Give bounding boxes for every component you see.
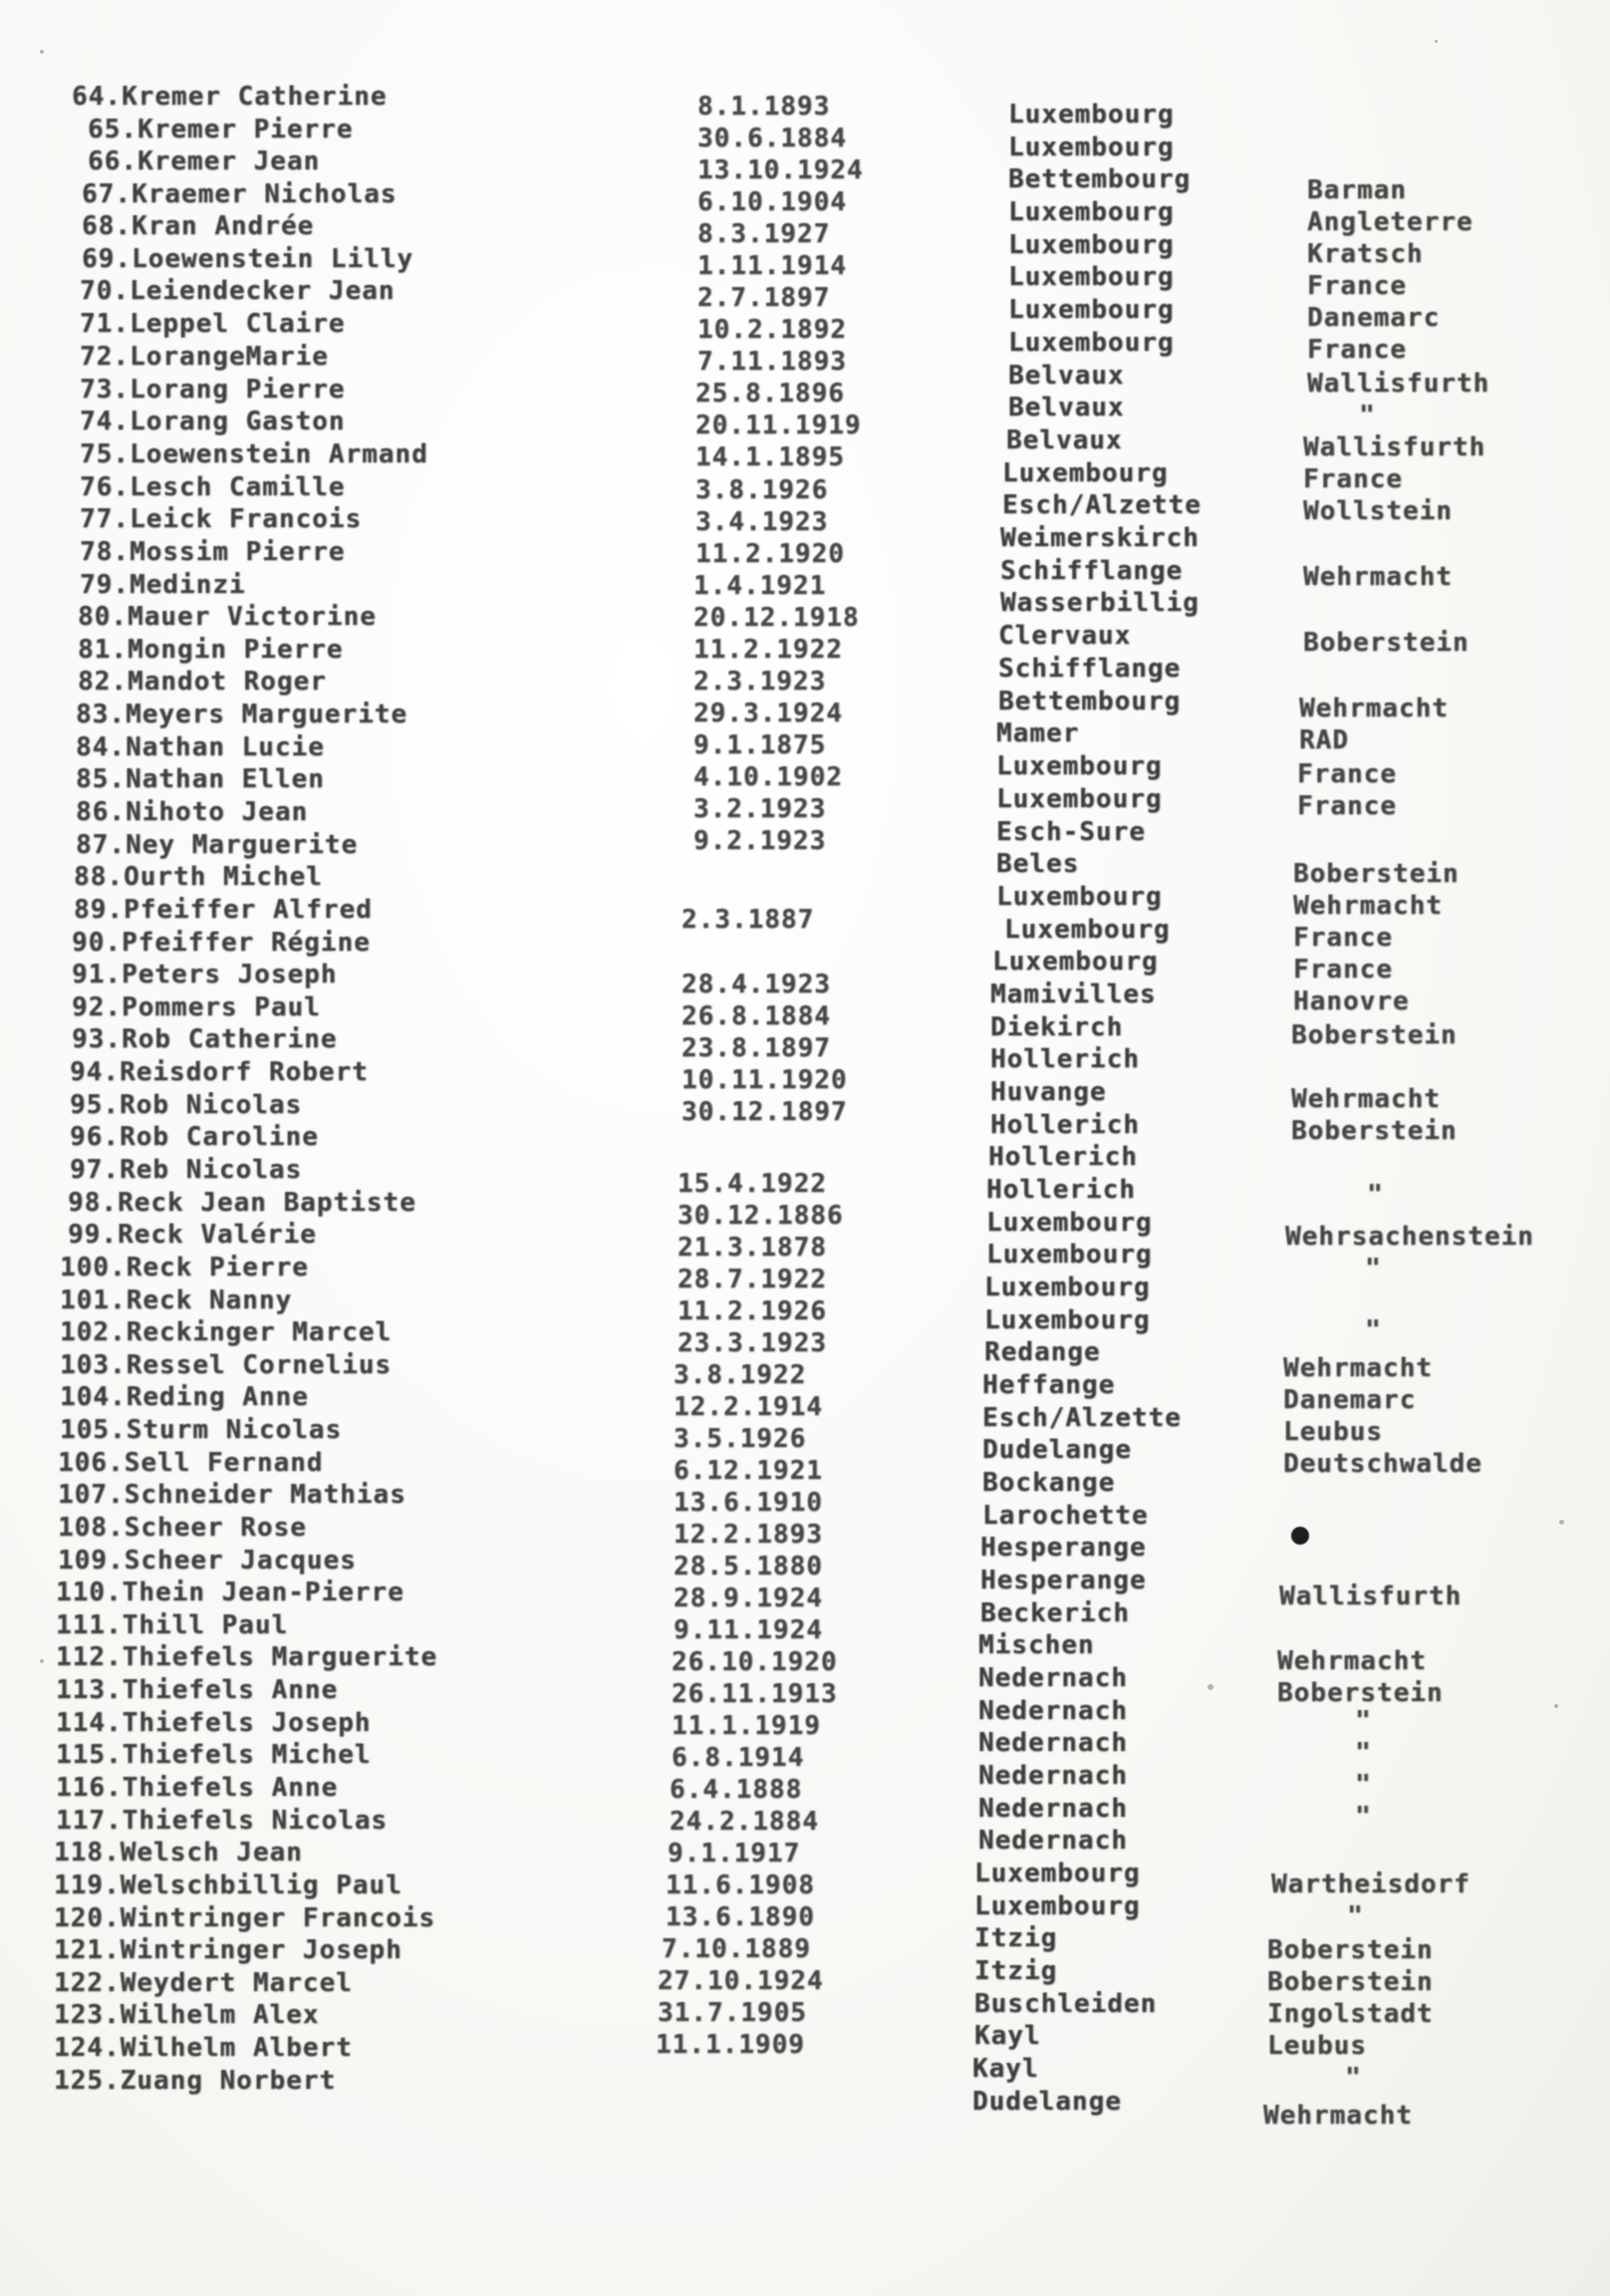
name-entry: 82.Mandot Roger — [78, 667, 327, 697]
birth-date: 7.11.1893 — [697, 347, 847, 377]
name-entry: 121.Wintringer Joseph — [54, 1935, 402, 1965]
birth-date: 6.10.1904 — [697, 187, 847, 217]
birthplace: Kayl — [972, 2054, 1039, 2084]
birth-date: 28.4.1923 — [681, 970, 831, 1000]
birthplace: Luxembourg — [1008, 100, 1175, 130]
birthplace: Nedernach — [978, 1826, 1128, 1856]
birthplace: Clervaux — [998, 621, 1132, 651]
birthplace: Weimerskirch — [1000, 523, 1200, 553]
birth-date: 14.1.1895 — [695, 442, 845, 472]
paper-speck — [1554, 1704, 1558, 1708]
birthplace: Luxembourg — [996, 751, 1163, 781]
name-entry: 92.Pommers Paul — [72, 993, 321, 1022]
birthplace: Nedernach — [978, 1696, 1128, 1726]
name-entry: 110.Thein Jean-Pierre — [56, 1578, 404, 1607]
birthplace: Bettembourg — [1008, 164, 1192, 194]
birth-date: 13.6.1890 — [666, 1902, 815, 1932]
destination: Boberstein — [1293, 859, 1460, 889]
name-entry: 67.Kraemer Nicholas — [82, 179, 398, 209]
name-entry: 108.Scheer Rose — [58, 1513, 307, 1543]
name-entry: 77.Leick Francois — [80, 504, 363, 534]
name-entry: 112.Thiefels Marguerite — [56, 1642, 438, 1672]
birth-date: 8.1.1893 — [697, 92, 831, 122]
name-entry: 104.Reding Anne — [60, 1382, 309, 1412]
birthplace: Bockange — [982, 1468, 1116, 1498]
name-entry: 74.Lorang Gaston — [80, 407, 346, 436]
destination: Wartheisdorf — [1271, 1869, 1471, 1899]
name-entry: 99.Reck Valérie — [68, 1220, 317, 1250]
birth-date: 8.3.1927 — [697, 219, 831, 249]
birth-date: 11.2.1922 — [693, 635, 843, 665]
destination: France — [1297, 759, 1397, 789]
birth-date: 15.4.1922 — [677, 1169, 827, 1199]
birthplace: Mamivilles — [990, 980, 1157, 1009]
name-entry: 122.Weydert Marcel — [54, 1968, 353, 1998]
name-entry: 119.Welschbillig Paul — [54, 1870, 402, 1900]
birthplace: Luxembourg — [1004, 915, 1171, 945]
destination: Wallisfurth — [1307, 369, 1490, 399]
birth-date: 13.10.1924 — [697, 155, 864, 185]
name-entry: 118.Welsch Jean — [54, 1838, 303, 1867]
birth-date: 28.7.1922 — [677, 1265, 827, 1294]
birth-date: 30.12.1897 — [681, 1097, 848, 1127]
birth-date: 23.3.1923 — [677, 1328, 827, 1358]
birth-date: 21.3.1878 — [677, 1233, 827, 1263]
birth-date: 13.6.1910 — [673, 1488, 823, 1518]
destination: " — [1355, 1738, 1372, 1768]
name-entry: 69.Loewenstein Lilly — [82, 244, 414, 274]
name-entry: 89.Pfeiffer Alfred — [74, 895, 373, 925]
birth-date: 25.8.1896 — [695, 379, 845, 409]
birthplace: Diekirch — [990, 1012, 1124, 1042]
destination: " — [1347, 1901, 1364, 1931]
birthplace: Wasserbillig — [1000, 588, 1200, 618]
birth-date: 12.2.1893 — [673, 1520, 823, 1550]
name-entry: 114.Thiefels Joseph — [56, 1708, 372, 1738]
birth-date: 2.3.1923 — [693, 667, 827, 697]
birthplace: Luxembourg — [1008, 262, 1175, 292]
name-entry: 78.Mossim Pierre — [80, 537, 346, 567]
birthplace: Hollerich — [986, 1175, 1136, 1205]
birth-date: 7.10.1889 — [662, 1934, 811, 1964]
name-entry: 75.Loewenstein Armand — [80, 439, 428, 469]
birth-date: 24.2.1884 — [670, 1807, 819, 1837]
name-entry: 124.Wilhelm Albert — [54, 2033, 353, 2063]
birthplace: Itzig — [974, 1956, 1058, 1986]
birthplace: Esch-Sure — [996, 817, 1146, 847]
destination: Boberstein — [1291, 1020, 1458, 1050]
name-entry: 95.Rob Nicolas — [70, 1090, 303, 1120]
birthplace: Luxembourg — [1002, 458, 1169, 488]
name-entry: 105.Sturm Nicolas — [60, 1415, 343, 1445]
birthplace: Dudelange — [972, 2087, 1122, 2117]
name-entry: 79.Medinzi — [80, 570, 246, 600]
name-entry: 84.Nathan Lucie — [76, 732, 325, 762]
birthplace: Schifflange — [998, 654, 1182, 684]
destination: Angleterre — [1307, 207, 1474, 237]
paper-speck — [1435, 40, 1438, 43]
name-entry: 125.Zuang Norbert — [54, 2066, 337, 2096]
name-entry: 64.Kremer Catherine — [72, 82, 388, 112]
name-entry: 72.LorangeMarie — [80, 342, 329, 372]
destination: France — [1293, 955, 1393, 985]
name-entry: 115.Thiefels Michel — [56, 1740, 372, 1770]
birthplace: Luxembourg — [974, 1891, 1141, 1921]
birthplace: Nedernach — [978, 1761, 1128, 1791]
birthplace: Hollerich — [990, 1110, 1140, 1140]
birth-date: 2.3.1887 — [681, 905, 815, 935]
destination: RAD — [1299, 725, 1349, 755]
birth-date: 11.2.1920 — [695, 539, 845, 569]
birth-date: 6.4.1888 — [670, 1775, 803, 1805]
birth-date: 1.4.1921 — [693, 571, 827, 601]
destination: Boberstein — [1291, 1116, 1458, 1146]
name-entry: 98.Reck Jean Baptiste — [68, 1188, 416, 1218]
destination: " — [1345, 2063, 1362, 2093]
name-entry: 85.Nathan Ellen — [76, 764, 325, 794]
destination: Wehrmacht — [1291, 1084, 1441, 1114]
birthplace: Hesperange — [980, 1566, 1147, 1595]
birthplace: Belvaux — [1008, 361, 1125, 391]
birth-date: 6.12.1921 — [673, 1456, 823, 1486]
name-entry: 96.Rob Caroline — [70, 1122, 319, 1152]
destination: Wehrmacht — [1293, 891, 1443, 921]
name-entry: 68.Kran Andrée — [82, 211, 315, 241]
birth-date: 28.5.1880 — [673, 1552, 823, 1581]
name-entry: 76.Lesch Camille — [80, 472, 346, 502]
destination: Wehrmacht — [1277, 1646, 1427, 1676]
destination: Wallisfurth — [1303, 432, 1486, 462]
birthplace: Mamer — [996, 718, 1080, 748]
name-entry: 83.Meyers Marguerite — [76, 700, 408, 729]
birthplace: Belvaux — [1006, 426, 1123, 455]
destination: France — [1303, 464, 1403, 494]
name-entry: 113.Thiefels Anne — [56, 1675, 339, 1705]
destination: Danemarc — [1283, 1385, 1417, 1415]
birth-date: 9.1.1875 — [693, 730, 827, 760]
birthplace: Luxembourg — [996, 882, 1163, 912]
destination: Barman — [1307, 175, 1407, 205]
name-entry: 91.Peters Joseph — [72, 960, 338, 990]
birthplace: Luxembourg — [1008, 295, 1175, 325]
birth-date: 29.3.1924 — [693, 699, 843, 728]
birthplace: Dudelange — [982, 1435, 1132, 1465]
birth-date: 9.1.1917 — [668, 1839, 801, 1868]
birth-date: 11.2.1926 — [677, 1296, 827, 1326]
birth-date: 3.8.1926 — [695, 475, 829, 505]
destination: Hanovre — [1293, 987, 1410, 1016]
name-entry: 71.Leppel Claire — [80, 309, 346, 339]
birth-date: 12.2.1914 — [673, 1392, 823, 1422]
birthplace: Larochette — [982, 1501, 1149, 1531]
paper-speck — [40, 1659, 44, 1663]
birth-date: 27.10.1924 — [658, 1966, 824, 1996]
birthplace: Esch/Alzette — [1002, 490, 1202, 520]
birthplace: Luxembourg — [1008, 197, 1175, 227]
birthplace: Luxembourg — [984, 1273, 1151, 1302]
name-entry: 107.Schneider Mathias — [58, 1480, 406, 1510]
birth-date: 3.5.1926 — [673, 1424, 807, 1454]
destination: France — [1307, 271, 1407, 301]
birth-date: 30.6.1884 — [697, 124, 847, 153]
destination: Wollstein — [1303, 496, 1453, 526]
name-entry: 111.Thill Paul — [56, 1610, 289, 1640]
destination: " — [1355, 1770, 1372, 1800]
destination: Kratsch — [1307, 239, 1424, 269]
name-entry: 88.Ourth Michel — [74, 862, 323, 892]
birth-date: 11.1.1919 — [671, 1711, 821, 1741]
birth-date: 10.11.1920 — [681, 1065, 848, 1095]
name-entry: 90.Pfeiffer Régine — [72, 928, 371, 958]
birthplace: Luxembourg — [986, 1240, 1153, 1270]
birthplace: Luxembourg — [1008, 328, 1175, 358]
name-entry: 116.Thiefels Anne — [56, 1773, 339, 1803]
birthplace: Beckerich — [980, 1598, 1130, 1628]
birth-date: 31.7.1905 — [658, 1998, 807, 2028]
birth-date: 26.8.1884 — [681, 1002, 831, 1031]
destination: Boberstein — [1277, 1678, 1444, 1708]
name-entry: 117.Thiefels Nicolas — [56, 1806, 389, 1836]
destination: Wehrmacht — [1299, 694, 1449, 723]
destination: " — [1355, 1802, 1372, 1832]
name-entry: 101.Reck Nanny — [60, 1286, 293, 1315]
name-entry: 94.Reisdorf Robert — [70, 1057, 369, 1087]
birth-date: 2.7.1897 — [697, 283, 831, 313]
destination: Boberstein — [1303, 628, 1470, 658]
destination: Danemarc — [1307, 303, 1441, 333]
destination: " — [1365, 1315, 1382, 1345]
destination: France — [1297, 791, 1397, 821]
birthplace: Luxembourg — [986, 1208, 1153, 1238]
birth-date: 9.2.1923 — [693, 826, 827, 856]
paper-speck — [40, 50, 44, 54]
birthplace: Nedernach — [978, 1794, 1128, 1824]
destination: Wehrmacht — [1283, 1353, 1433, 1383]
paper-speck — [1559, 1520, 1564, 1525]
destination: France — [1293, 923, 1393, 953]
birthplace: Nedernach — [978, 1728, 1128, 1758]
birthplace: Hollerich — [988, 1142, 1138, 1172]
birthplace: Buschleiden — [974, 1989, 1158, 2019]
destination: France — [1307, 335, 1407, 365]
birth-date: 6.8.1914 — [671, 1743, 805, 1773]
birthplace: Esch/Alzette — [982, 1403, 1182, 1433]
birth-date: 30.12.1886 — [677, 1201, 844, 1231]
name-entry: 93.Rob Catherine — [72, 1024, 338, 1054]
destination: " — [1359, 401, 1376, 430]
destination: " — [1367, 1180, 1384, 1210]
destination: Deutschwalde — [1283, 1449, 1482, 1479]
destination: " — [1355, 1706, 1372, 1736]
birth-date: 20.11.1919 — [695, 411, 862, 440]
birthplace: Luxembourg — [996, 784, 1163, 814]
destination: Boberstein — [1267, 1935, 1434, 1965]
birth-date: 9.11.1924 — [673, 1615, 823, 1645]
name-entry: 123.Wilhelm Alex — [54, 2000, 320, 2030]
destination: Leubus — [1267, 2031, 1367, 2061]
birthplace: Schifflange — [1000, 556, 1184, 586]
name-entry: 109.Scheer Jacques — [58, 1546, 357, 1576]
birthplace: Hollerich — [990, 1044, 1140, 1074]
destination: Leubus — [1283, 1417, 1383, 1447]
birth-date: 3.4.1923 — [695, 507, 829, 537]
name-entry: 66.Kremer Jean — [88, 146, 321, 176]
name-entry: 81.Mongin Pierre — [78, 635, 344, 665]
birth-date: 3.8.1922 — [673, 1360, 807, 1390]
birthplace: Kayl — [974, 2021, 1041, 2051]
birthplace: Luxembourg — [992, 947, 1159, 977]
birth-date: 26.10.1920 — [671, 1647, 838, 1677]
name-entry: 65.Kremer Pierre — [88, 115, 354, 144]
birthplace: Heffange — [982, 1370, 1116, 1400]
birthplace: Luxembourg — [974, 1859, 1141, 1888]
name-entry: 106.Sell Fernand — [58, 1448, 324, 1478]
destination: Boberstein — [1267, 1967, 1434, 1997]
ink-blot — [1291, 1527, 1309, 1545]
destination: Wallisfurth — [1279, 1581, 1463, 1611]
birthplace: Nedernach — [978, 1663, 1128, 1693]
name-entry: 70.Leiendecker Jean — [80, 276, 396, 306]
destination: Wehrmacht — [1303, 562, 1453, 592]
birthplace: Luxembourg — [1008, 133, 1175, 162]
name-entry: 87.Ney Marguerite — [76, 830, 359, 860]
name-entry: 97.Reb Nicolas — [70, 1155, 303, 1185]
birth-date: 11.1.1909 — [656, 2030, 805, 2060]
name-entry: 100.Reck Pierre — [60, 1253, 309, 1283]
name-entry: 73.Lorang Pierre — [80, 375, 346, 405]
birth-date: 3.2.1923 — [693, 794, 827, 824]
name-entry: 80.Mauer Victorine — [78, 602, 377, 632]
destination: Wehrmacht — [1263, 2101, 1413, 2131]
birthplace: Belvaux — [1008, 393, 1125, 423]
birthplace: Luxembourg — [984, 1305, 1151, 1335]
birth-date: 20.12.1918 — [693, 603, 860, 633]
birth-date: 23.8.1897 — [681, 1033, 831, 1063]
birthplace: Redange — [984, 1337, 1101, 1367]
birthplace: Luxembourg — [1008, 230, 1175, 260]
birthplace: Beles — [996, 849, 1080, 879]
birth-date: 28.9.1924 — [673, 1583, 823, 1613]
birth-date: 26.11.1913 — [671, 1679, 838, 1709]
birth-date: 1.11.1914 — [697, 251, 847, 281]
birthplace: Huvange — [990, 1077, 1107, 1107]
birth-date: 4.10.1902 — [693, 762, 843, 792]
birthplace: Hesperange — [980, 1533, 1147, 1563]
birth-date: 10.2.1892 — [697, 315, 847, 345]
birthplace: Mischen — [978, 1630, 1095, 1660]
name-entry: 86.Nihoto Jean — [76, 797, 309, 827]
destination: " — [1365, 1254, 1382, 1284]
birthplace: Bettembourg — [998, 687, 1182, 717]
birthplace: Itzig — [974, 1923, 1058, 1953]
name-entry: 102.Reckinger Marcel — [60, 1317, 393, 1347]
birth-date: 11.6.1908 — [666, 1870, 815, 1900]
paper-speck — [1208, 1684, 1213, 1690]
destination: Ingolstadt — [1267, 1999, 1434, 2029]
name-entry: 103.Ressel Cornelius — [60, 1350, 393, 1380]
name-entry: 120.Wintringer Francois — [54, 1903, 436, 1933]
destination: Wehrsachenstein — [1285, 1222, 1534, 1252]
